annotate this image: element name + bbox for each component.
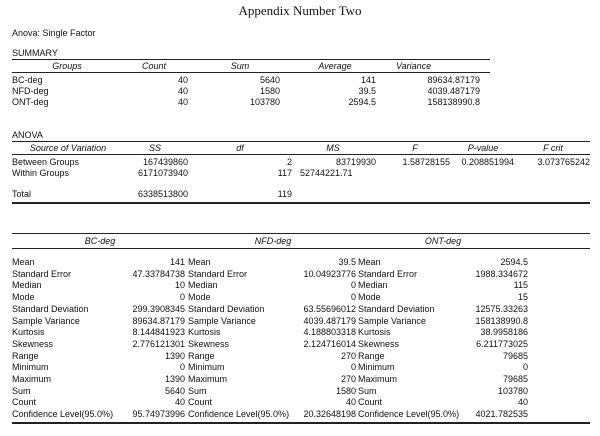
desc-stat-value: 10 xyxy=(174,280,185,291)
anova-cell-source: Within Groups xyxy=(12,168,70,178)
desc-stat-value: 1988.334672 xyxy=(475,268,528,279)
desc-stat-label: Mean xyxy=(188,257,211,267)
anova-cell-df: 117 xyxy=(277,168,292,178)
desc-stat-label: Mode xyxy=(188,292,211,303)
summary-cell-sum: 1580 xyxy=(259,86,280,96)
desc-stat-label: Median xyxy=(358,280,388,291)
desc-stat-value: 1580 xyxy=(335,385,356,396)
desc-stat-label: Sample Variance xyxy=(188,315,256,326)
anova-col-df: df xyxy=(236,143,244,153)
desc-stat-label: Mode xyxy=(358,292,381,303)
anova-cell-fcrit: 3.073765242 xyxy=(537,157,590,167)
desc-stat-label: Maximum xyxy=(188,374,228,384)
desc-stat-label: Standard Deviation xyxy=(358,303,435,314)
summary-header-rule xyxy=(12,72,490,73)
summary-cell-variance: 4039.487179 xyxy=(427,86,480,96)
desc-stat-value: 1390 xyxy=(164,350,185,361)
desc-col-bc: BC-deg xyxy=(84,236,116,246)
desc-stat-label: Count xyxy=(12,397,37,408)
anova-cell-source: Total xyxy=(12,189,32,199)
desc-stat-value: 8.144841923 xyxy=(132,327,185,338)
summary-col-variance: Variance xyxy=(396,61,432,71)
desc-header-rule xyxy=(12,248,590,249)
desc-stat-value: 4021.782535 xyxy=(475,409,528,420)
summary-cell-sum: 5640 xyxy=(259,75,280,85)
desc-stat-label: Confidence Level(95.0%) xyxy=(12,409,114,420)
desc-stat-label: Standard Error xyxy=(358,268,418,279)
desc-stat-value: 95.74973996 xyxy=(132,409,185,420)
desc-stat-label: Confidence Level(95.0%) xyxy=(358,409,460,420)
summary-col-average: Average xyxy=(318,61,352,71)
desc-stat-label: Mean xyxy=(358,257,381,267)
desc-stat-label: Kurtosis xyxy=(12,327,45,338)
desc-stat-label: Count xyxy=(358,397,383,408)
desc-stat-value: 79685 xyxy=(502,350,528,361)
desc-stat-label: Maximum xyxy=(358,374,398,384)
anova-cell-df: 2 xyxy=(286,157,292,167)
summary-cell-count: 40 xyxy=(177,75,188,85)
desc-bottom-rule xyxy=(12,422,590,424)
desc-stat-label: Standard Error xyxy=(188,268,248,279)
anova-col-fcrit: F crit xyxy=(543,143,563,153)
desc-stat-label: Confidence Level(95.0%) xyxy=(188,409,290,420)
anova-col-pvalue: P-value xyxy=(467,143,499,153)
summary-cell-group: BC-deg xyxy=(12,75,43,85)
desc-stat-label: Sample Variance xyxy=(12,315,80,326)
anova-col-ss: SS xyxy=(148,143,161,153)
desc-stat-value: 270 xyxy=(340,350,356,361)
summary-cell-group: ONT-deg xyxy=(12,97,49,107)
desc-stat-value: 141 xyxy=(169,257,185,267)
desc-stat-label: Minimum xyxy=(12,362,49,373)
summary-heading: SUMMARY xyxy=(12,48,58,58)
anova-cell-df: 119 xyxy=(277,189,292,199)
desc-stat-value: 47.33784738 xyxy=(132,268,185,279)
summary-cell-count: 40 xyxy=(177,86,188,96)
desc-stat-value: 0 xyxy=(350,362,356,373)
anova-header-rule xyxy=(12,154,590,155)
anova-top-rule xyxy=(12,141,590,142)
desc-stat-value: 299.3908345 xyxy=(132,303,185,314)
desc-stat-label: Kurtosis xyxy=(188,327,221,338)
summary-cell-average: 141 xyxy=(360,75,376,85)
summary-cell-variance: 89634.87179 xyxy=(427,75,480,85)
desc-stat-value: 0 xyxy=(350,280,356,291)
desc-stat-value: 40 xyxy=(517,397,528,408)
anova-col-ms: MS xyxy=(326,143,340,153)
desc-stat-label: Range xyxy=(358,350,385,361)
desc-stat-label: Skewness xyxy=(358,338,400,349)
desc-stat-label: Median xyxy=(12,280,42,291)
anova-bottom-rule xyxy=(12,202,590,204)
desc-stat-value: 15 xyxy=(517,292,528,303)
desc-stat-value: 40 xyxy=(174,397,185,408)
desc-stat-label: Maximum xyxy=(12,374,52,384)
desc-stat-label: Skewness xyxy=(12,338,54,349)
anova-label: Anova: Single Factor xyxy=(12,28,96,38)
anova-cell-ms: 52744221.71 xyxy=(300,168,353,178)
desc-stat-value: 4039.487179 xyxy=(303,315,356,326)
desc-stat-label: Standard Deviation xyxy=(188,303,265,314)
desc-stat-value: 2594.5 xyxy=(500,257,528,267)
desc-stat-label: Kurtosis xyxy=(358,327,391,338)
desc-stat-value: 0 xyxy=(179,292,185,303)
summary-cell-average: 2594.5 xyxy=(348,97,376,107)
desc-stat-value: 89634.87179 xyxy=(132,315,185,326)
anova-cell-source: Between Groups xyxy=(12,157,80,167)
desc-stat-value: 10.04923776 xyxy=(303,268,356,279)
anova-cell-ss: 6171073940 xyxy=(137,168,188,178)
page-title: Appendix Number Two xyxy=(238,3,362,18)
anova-col-source: Source of Variation xyxy=(29,143,107,153)
desc-stat-label: Median xyxy=(188,280,218,291)
summary-cell-variance: 158138990.8 xyxy=(427,97,480,107)
desc-col-ont: ONT-deg xyxy=(424,236,462,246)
summary-cell-count: 40 xyxy=(177,97,188,107)
desc-stat-value: 4.188803318 xyxy=(303,327,356,338)
desc-stat-value: 158138990.8 xyxy=(475,315,528,326)
desc-stat-value: 79685 xyxy=(502,374,528,384)
desc-stat-value: 12575.33263 xyxy=(475,303,528,314)
desc-stat-label: Sum xyxy=(358,385,377,396)
desc-stat-label: Mean xyxy=(12,257,35,267)
desc-stat-value: 6.211773025 xyxy=(476,338,528,349)
desc-stat-label: Minimum xyxy=(188,362,225,373)
anova-col-f: F xyxy=(412,143,418,153)
desc-stat-label: Standard Deviation xyxy=(12,303,89,314)
desc-stat-label: Range xyxy=(12,350,39,361)
anova-heading: ANOVA xyxy=(12,130,43,140)
desc-stat-label: Mode xyxy=(12,292,35,303)
anova-cell-ss: 6338513800 xyxy=(137,189,188,199)
desc-stat-value: 20.32648198 xyxy=(303,409,356,420)
anova-cell-f: 1.58728155 xyxy=(402,157,450,167)
desc-stat-value: 2.124716014 xyxy=(303,338,356,349)
desc-stat-label: Sum xyxy=(188,385,207,396)
desc-stat-value: 0 xyxy=(350,292,356,303)
desc-stat-label: Count xyxy=(188,397,213,408)
summary-col-groups: Groups xyxy=(52,61,82,71)
desc-stat-value: 2.776121301 xyxy=(132,338,185,349)
desc-stat-label: Sum xyxy=(12,385,31,396)
desc-stat-label: Minimum xyxy=(358,362,395,373)
summary-cell-average: 39.5 xyxy=(358,86,376,96)
summary-col-count: Count xyxy=(141,61,167,71)
anova-cell-pvalue: 0.208851994 xyxy=(461,157,514,167)
desc-stat-value: 39.5 xyxy=(338,257,356,267)
desc-stat-value: 1390 xyxy=(164,374,185,384)
desc-stat-value: 0 xyxy=(522,362,528,373)
desc-stat-label: Range xyxy=(188,350,215,361)
anova-cell-ms: 83719930 xyxy=(335,157,376,167)
desc-stat-value: 0 xyxy=(179,362,185,373)
desc-stat-label: Sample Variance xyxy=(358,315,426,326)
desc-stat-value: 115 xyxy=(513,280,528,291)
anova-cell-ss: 167439860 xyxy=(142,157,188,167)
desc-stat-value: 63.55696012 xyxy=(303,303,356,314)
desc-col-nfd: NFD-deg xyxy=(254,236,292,246)
desc-top-rule xyxy=(12,233,590,234)
desc-stat-value: 38.9958186 xyxy=(480,327,528,338)
desc-stat-value: 103780 xyxy=(497,385,528,396)
summary-cell-group: NFD-deg xyxy=(12,86,49,96)
desc-stat-label: Skewness xyxy=(188,338,230,349)
summary-cell-sum: 103780 xyxy=(249,97,280,107)
desc-stat-label: Standard Error xyxy=(12,268,72,279)
desc-stat-value: 5640 xyxy=(164,385,185,396)
summary-top-rule xyxy=(12,59,490,60)
summary-col-sum: Sum xyxy=(230,61,250,71)
desc-stat-value: 40 xyxy=(345,397,356,408)
desc-stat-value: 270 xyxy=(340,374,356,384)
